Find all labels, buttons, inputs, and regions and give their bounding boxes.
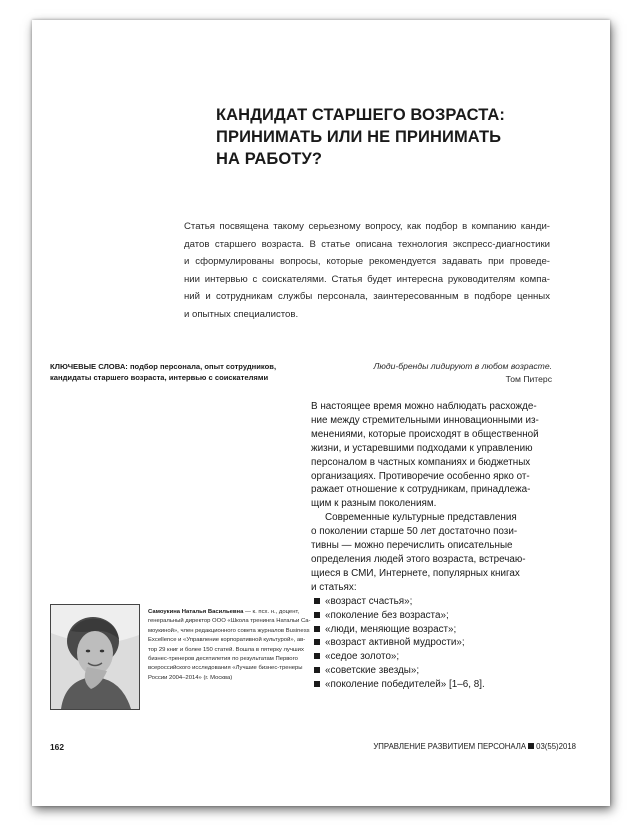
square-bullet-icon (314, 681, 320, 687)
author-portrait-icon (51, 605, 139, 709)
body-line: определения людей этого возраста, встречаю- (311, 553, 526, 565)
journal-issue: 03(55)2018 (536, 742, 576, 751)
body-line: менениями, которые происходят в общественной (311, 428, 539, 440)
author-bio-line: всероссийского исследования «Лучшие бизнес-тренеры (148, 665, 303, 672)
list-item (311, 678, 551, 692)
author-bio-line: — к. псх. н., доцент, (243, 609, 300, 615)
square-bullet-icon (314, 639, 320, 645)
list-item-text: «советские звезды»; (325, 665, 420, 677)
title-line: КАНДИДАТ СТАРШЕГО ВОЗРАСТА: (216, 106, 506, 124)
body-line: тивны — можно перечислить описательные (311, 540, 513, 552)
author-bio-line: Excellence и «Управление корпоративной культурой», ав- (148, 637, 306, 644)
author-bio-line: России 2004–2014» (г. Москва) (148, 674, 233, 681)
author-bio-line: генеральный директор ООО «Школа тренинга Натальи Са- (148, 618, 311, 625)
abstract-line: ний и сотрудникам службы персонала, заинтересованным в подборе ценных (184, 291, 550, 303)
author-bio-line: тор 29 книг и более 150 статей. Вошла в пятерку лучших (148, 646, 304, 653)
list-item (311, 664, 551, 678)
body-line: персоналом в частных компаниях и бюджетных (311, 456, 531, 468)
author-name: Самоукина Наталья Васильевна (148, 609, 244, 615)
square-bullet-icon (314, 626, 320, 632)
article-abstract (184, 218, 550, 324)
page-number: 162 (50, 742, 64, 752)
square-bullet-icon (314, 612, 320, 618)
abstract-line: Статья посвящена такому серьезному вопросу, как подбор в компанию канди- (184, 221, 550, 232)
list-item (311, 595, 551, 609)
journal-footer (373, 742, 576, 751)
square-separator-icon (528, 743, 534, 749)
list-item-text: «седое золото»; (325, 651, 400, 663)
author-photo (50, 604, 140, 710)
abstract-line: и опытных специалистов. (184, 308, 299, 320)
article-body (311, 400, 551, 692)
keywords (50, 361, 290, 383)
list-item-text: «поколение победителей» [1–6, 8]. (325, 679, 485, 691)
body-line: ражает отношение к сотрудникам, принадлежа- (311, 484, 531, 496)
list-item-text: «возраст счастья»; (325, 595, 413, 607)
keywords-line: кандидаты старшего возраста, интервью с соискателями (50, 373, 269, 382)
body-line: организациях. Противоречие особенно ярко от- (311, 470, 530, 482)
journal-name: УПРАВЛЕНИЕ РАЗВИТИЕМ ПЕРСОНАЛА (373, 742, 527, 751)
list-item-text: «люди, меняющие возраст»; (325, 623, 457, 635)
keywords-line: КЛЮЧЕВЫЕ СЛОВА: подбор персонала, опыт сотрудников, (50, 362, 277, 371)
body-line: В настоящее время можно наблюдать расхожде- (311, 401, 537, 412)
list-item (311, 623, 551, 637)
list-item (311, 609, 551, 623)
abstract-line: датов старшего возраста. В статье описана технология экспресс-диагностики (184, 238, 550, 250)
body-line: щим к разным поколениям. (311, 498, 437, 510)
body-line: щиеся в СМИ, Интернете, популярных книгах (311, 567, 520, 579)
square-bullet-icon (314, 653, 320, 659)
body-line: Современные культурные представления (325, 512, 517, 524)
list-item (311, 636, 551, 650)
abstract-line: нии интервью с соискателями. Статья будет интересна руководителям компа- (184, 273, 550, 285)
body-line: ние между стремительными инновационными из- (311, 414, 539, 426)
title-line: ПРИНИМАТЬ ИЛИ НЕ ПРИНИМАТЬ (216, 128, 502, 146)
body-line: жизни, и устаревшими подходами к управлению (311, 442, 533, 454)
abstract-line: и сформулированы вопросы, которые рекомендуется задавать при проведе- (184, 256, 550, 268)
body-line: о поколении старше 50 лет достаточно пози- (311, 526, 518, 538)
bullet-list (311, 595, 551, 692)
square-bullet-icon (314, 667, 320, 673)
body-line: и статьях: (311, 581, 357, 593)
square-bullet-icon (314, 598, 320, 604)
list-item-text: «возраст активной мудрости»; (325, 637, 465, 649)
epigraph-author: Том Питерс (505, 374, 552, 384)
author-bio (148, 608, 311, 683)
epigraph (330, 360, 552, 386)
list-item-text: «поколение без возраста»; (325, 609, 449, 621)
article-title (216, 104, 576, 170)
list-item (311, 650, 551, 664)
author-bio-line: бизнес-тренеров десятилетия по результатам Первого (148, 656, 298, 663)
title-line: НА РАБОТУ? (216, 150, 323, 168)
author-bio-line: моукиной», член редакционного совета журналов Business (148, 627, 310, 634)
epigraph-quote: Люди-бренды лидируют в любом возрасте. (373, 361, 552, 371)
